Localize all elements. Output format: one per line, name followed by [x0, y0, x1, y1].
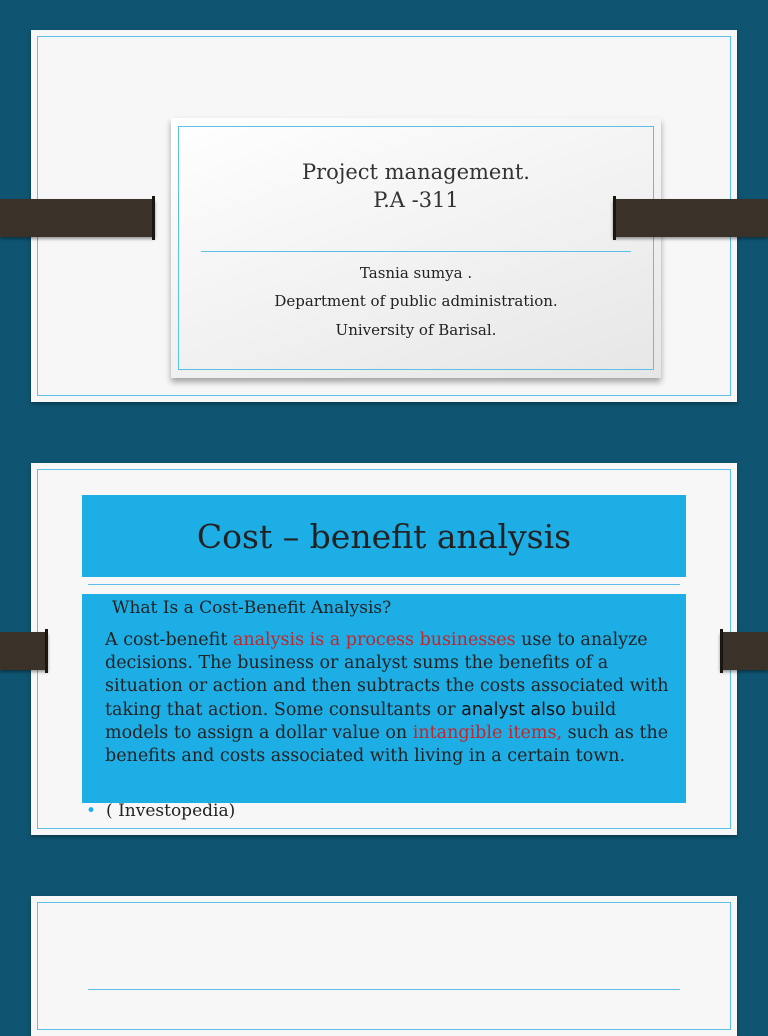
slide-clip-left — [0, 632, 48, 670]
body-text-alt: analyst also — [461, 699, 566, 720]
content-body — [105, 629, 685, 768]
source-text: ( Investopedia) — [106, 801, 236, 821]
title-card — [171, 118, 661, 378]
title-band — [82, 495, 686, 577]
slide-clip-left — [0, 199, 155, 237]
slide-title: Cost – benefit analysis — [196, 516, 572, 556]
bullet-icon: • — [86, 801, 97, 821]
content-box — [82, 594, 686, 803]
divider — [88, 584, 680, 585]
body-text: use to analyze decisions. The business or analyst sums the benefits of a situation or action and then subtracts the costs associated with taking that action. Some consultants or — [105, 630, 669, 720]
slide-clip-right — [720, 632, 768, 670]
divider — [88, 989, 680, 990]
body-text: A cost-benefit — [105, 630, 233, 650]
slide-clip-right — [613, 199, 768, 237]
body-text: such as the benefits and costs associated with living in a certain town. — [105, 722, 669, 767]
body-highlight: analysis is a process businesses — [232, 630, 516, 650]
university-name: University of Barisal. — [335, 321, 497, 339]
department-name: Department of public administration. — [274, 292, 558, 310]
slide-3[interactable] — [31, 896, 737, 1036]
author-name: Tasnia sumya . — [359, 264, 473, 282]
slide-2[interactable] — [31, 463, 737, 835]
source-bullet — [86, 801, 235, 821]
body-highlight: intangible items, — [412, 722, 563, 743]
course-title: Project management. — [302, 160, 530, 184]
course-code: P.A -311 — [373, 188, 459, 212]
body-text: build models to assign a dollar value on — [105, 699, 617, 743]
content-heading: What Is a Cost-Benefit Analysis? — [112, 598, 392, 618]
divider — [201, 251, 631, 252]
slide-border — [37, 902, 731, 1030]
